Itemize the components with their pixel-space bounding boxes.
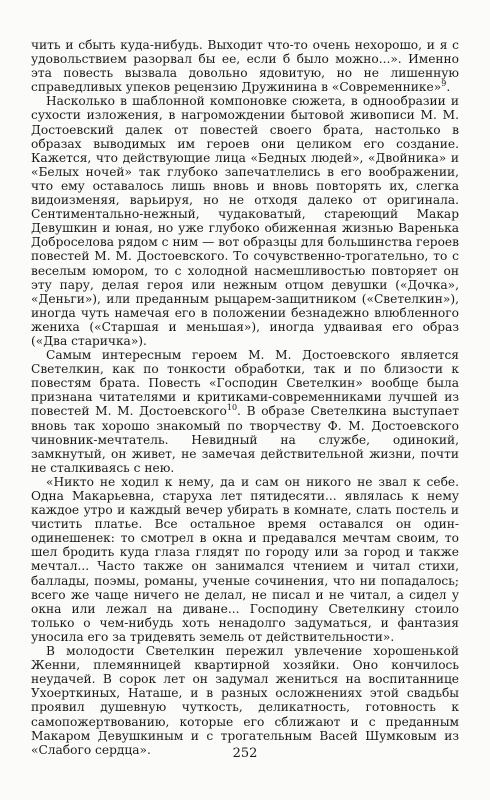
quotation-text: «Никто не ходил к нему, да и сам он никого не звал к себе. Одна Макарьевна, старуха лет пятидесяти... являлась к нему каждое утро и каждый вечер убирать в комнате, слать постель и чистить платье. Все остальное время оставался он один-одинешенек: то смотрел в окна и предавался мечтам своим, то шел бродить куда глаза глядят по городу или за город и также мечтал... Часто также он занимался чтением и читал стихи, баллады, поэмы, романы, ученые сочинения, что ни попадалось; всего же чаще ничего не делал, не писал и не читал, а сидел у окна или лежал на диване... Господину Светелкину стоило только о чем-нибудь хоть ненадолго задуматься, и фантазия уносила его за тридевять земель от действительности». [31,474,459,644]
paragraph-2 [31,94,459,348]
paragraph-5 [31,644,459,757]
main-text [31,38,459,757]
paragraph-3-end: . В образе Светелкина выступает вновь так хорошо знакомый по творчеству Ф. М. Достоевского чиновник-мечтатель. Невидный на службе, одинокий, замкнутый, он живет, не замечая действительной жизни, почти не сталкиваясь с нею. [31,404,459,475]
page-number: 252 [232,746,258,761]
footnote-ref-9: 9 [441,79,447,89]
footnote-ref-10: 10 [226,403,238,413]
paragraph-2-text: Насколько в шаблонной компоновке сюжета, в однообразии и сухости изложения, в нагромождении бытовой живописи М. М. Достоевский далек от повестей своего брата, настолько в образах выводимых им героев они целиком его создание. Кажется, что действующие лица «Бедных людей», «Двойника» и «Белых ночей» так глубоко запечатлелись в его воображении, что ему оставалось лишь вновь и вновь повторять их, слегка видоизменяя, варьируя, но не отходя далеко от оригинала. Сентиментально-нежный, чудаковатый, стареющий Макар Девушкин и юная, но уже глубоко обиженная жизнью Варенька Доброселова рядом с ним — вот образцы для большинства героев повестей М. М. Достоевского. То сочувственно-трогательно, то с веселым юмором, то с холодной насмешливостью повторяет он эту пару, делая героя или нежным отцом девушки («Дочка», «Деньги»), или преданным рыцарем-защитником («Светелкин»), иногда чуть намечая его в положении безнадежно влюбленного жениха («Старшая и меньшая»), иногда удваивая его образ («Два старичка»). [31,94,459,348]
paragraph-1-end: . [446,80,451,95]
paragraph-5-text: В молодости Светелкин пережил увлечение хорошенькой Женни, племянницей квартирной хозяйки. Оно кончилось неудачей. В сорок лет он задумал жениться на воспитаннице Ухоерткиных, Наташе, и в разных осложнениях этой свадьбы проявил душевную чуткость, деликатность, готовность к самопожертвованию, которые его сближают и с преданным Макаром Девушкиным и с трогательным Васей Шумковым из «Слабого сердца». [31,644,459,757]
paragraph-1-text: чить и сбыть куда-нибудь. Выходит что-то очень нехорошо, и я с удовольствием разорвал бы ее, если б было можно...». Именно эта повесть вызвала довольно ядовитую, но не лишенную справедливых упеков рецензию Дружинина в «Современнике» [31,38,459,95]
paragraph-1 [31,38,459,94]
quotation-paragraph [31,475,459,644]
paragraph-3 [31,348,459,475]
paragraph-3-text: Самым интересным героем М. М. Достоевского является Светелкин, как по тонкости обработки, так и по близости к повестям брата. Повесть «Господин Светелкин» вообще была признана читателями и критиками-современниками лучшей из повестей М. М. Достоевского [31,348,459,419]
